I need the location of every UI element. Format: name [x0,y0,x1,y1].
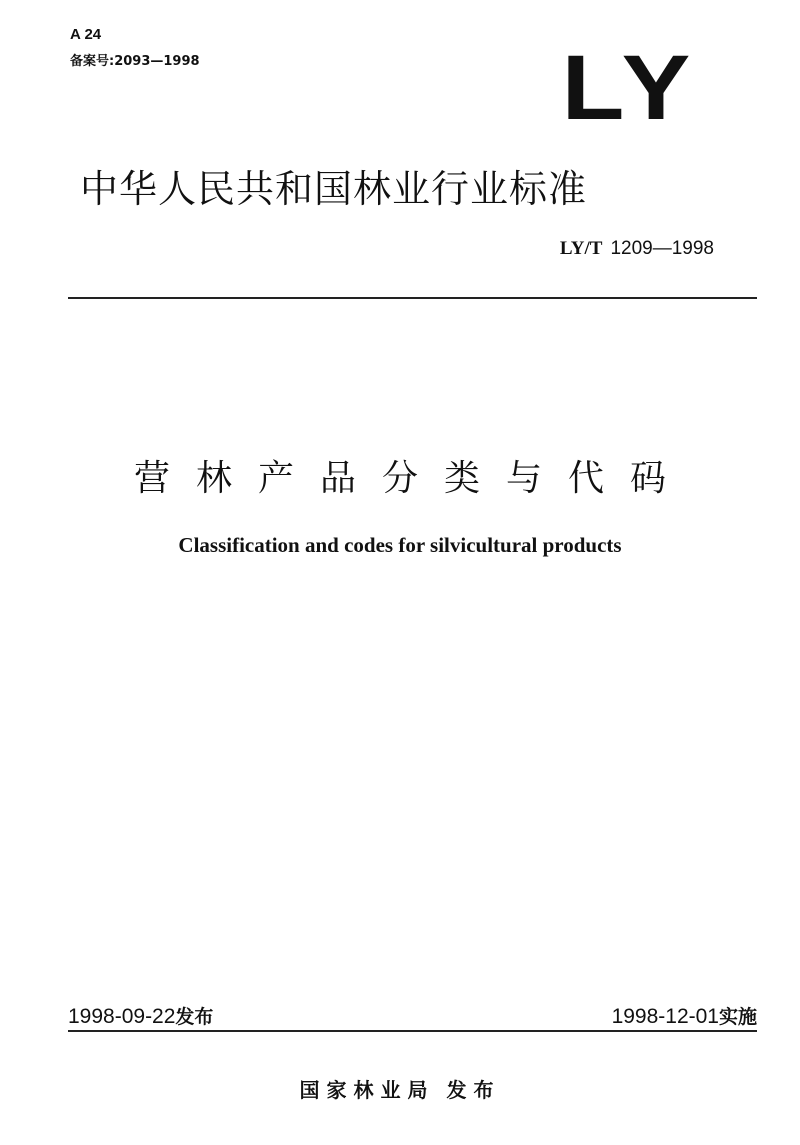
publisher-name: 国家林业局 [299,1078,435,1102]
publisher-line [0,1074,800,1103]
top-divider [68,297,757,299]
standard-code-number: 1209—1998 [610,238,714,259]
issue-date-block [68,1002,213,1029]
ly-logo: LY [561,37,697,139]
implementation-label: 实施 [718,1006,757,1028]
issue-date: 1998-09-22 [68,1005,176,1028]
implementation-date: 1998-12-01 [611,1005,719,1028]
filing-number: 备案号:2093—1998 [70,54,200,69]
document-title-cn: 营林产品分类与代码 [133,458,692,499]
publisher-action: 发布 [446,1078,501,1102]
document-title-en: Classification and codes for silvicultural products [178,533,622,557]
bottom-divider [68,1030,757,1032]
ics-code: A 24 [70,26,102,43]
standard-code-prefix: LY/T [559,238,603,259]
standard-code [560,237,714,260]
implementation-date-block [612,1002,757,1029]
standard-title: 中华人民共和国林业行业标准 [80,167,588,211]
issue-label: 发布 [175,1006,214,1028]
